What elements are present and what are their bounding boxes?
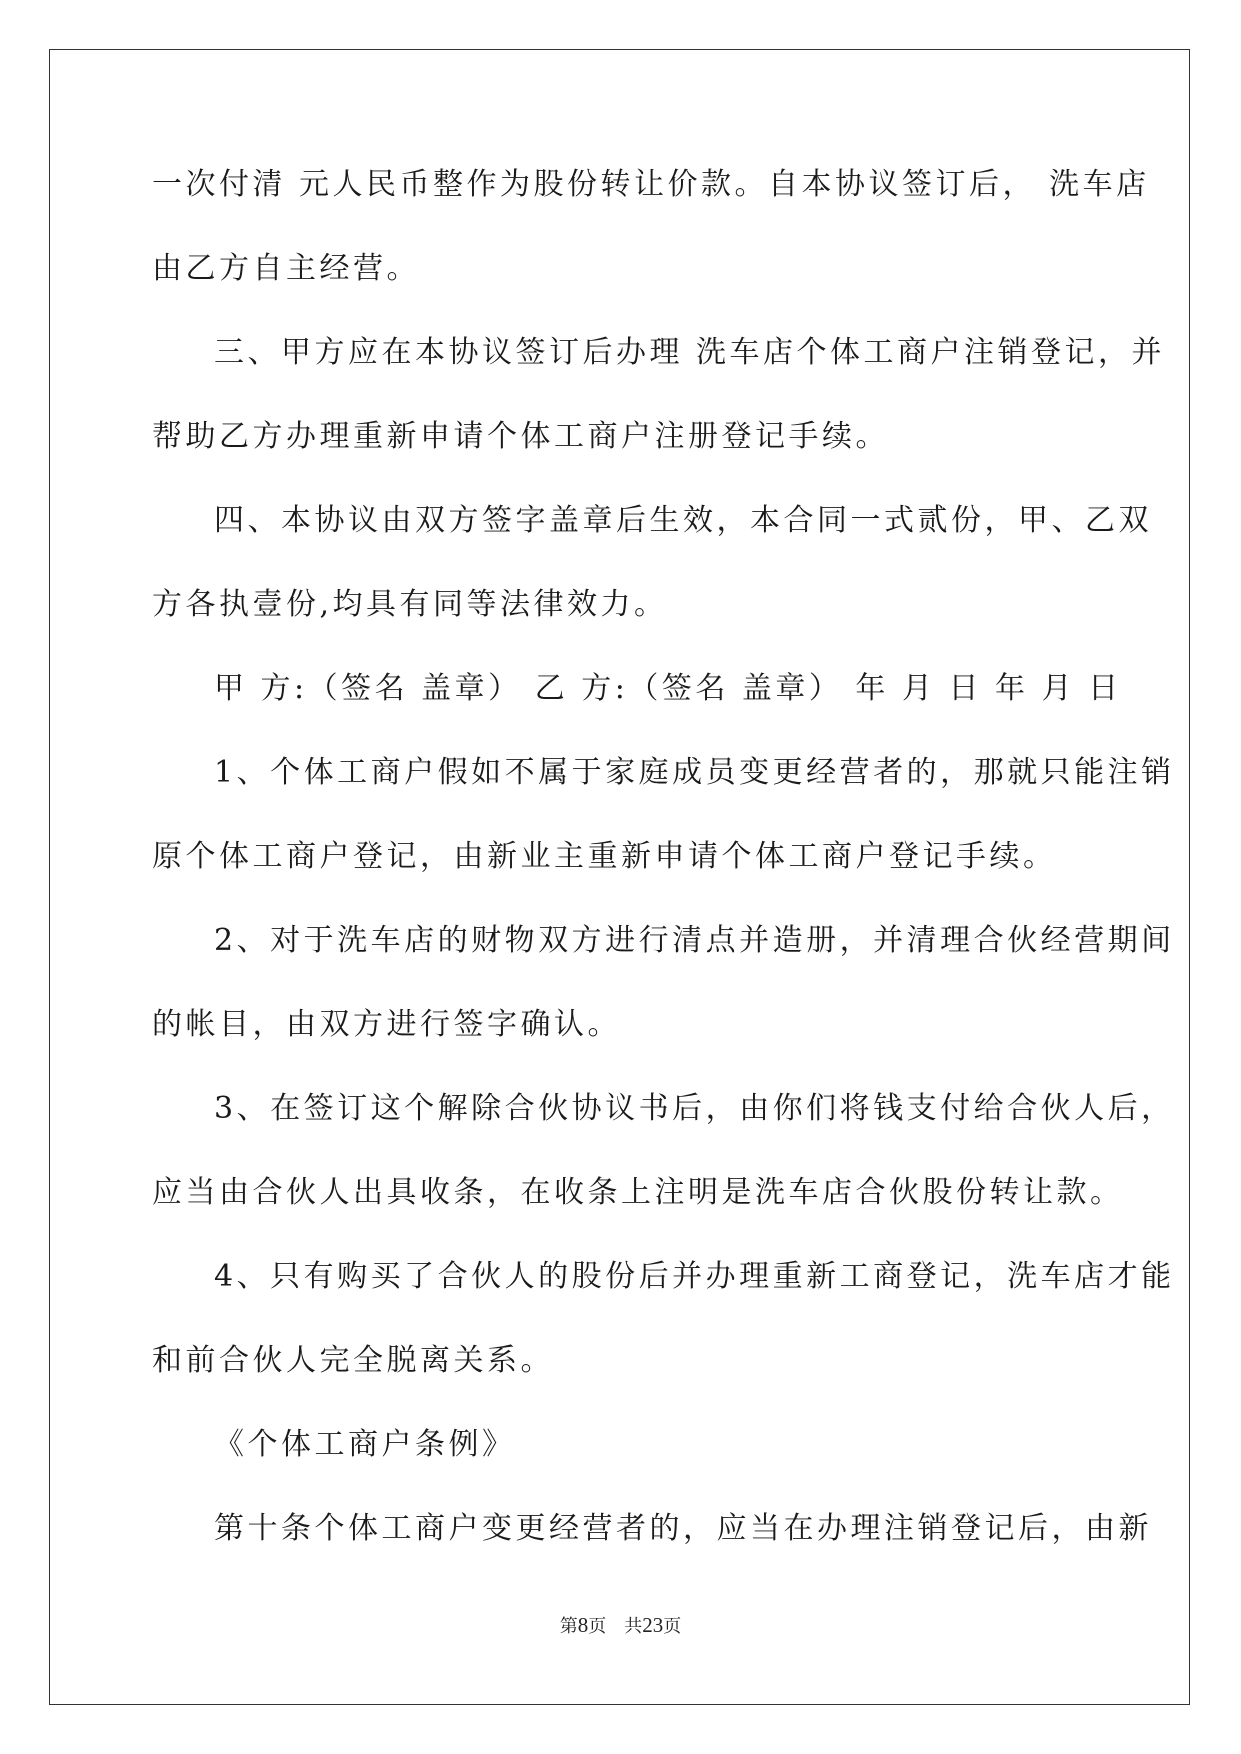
paragraph-line: 和前合伙人完全脱离关系。 (152, 1343, 554, 1378)
signature-line: 甲 方:（签名 盖章） 乙 方:（签名 盖章） 年 月 日 年 月 日 (214, 671, 1122, 706)
paragraph-line: 第十条个体工商户变更经营者的，应当在办理注销登记后，由新 (214, 1511, 1152, 1546)
page-prefix: 第 (559, 1616, 578, 1636)
paragraph-line: 3、在签订这个解除合伙协议书后，由你们将钱支付给合伙人后， (214, 1091, 1175, 1126)
paragraph-line: 2、对于洗车店的财物双方进行清点并造册，并清理合伙经营期间 (214, 923, 1175, 958)
paragraph-line: 方各执壹份,均具有同等法律效力。 (152, 587, 668, 622)
page-current: 8 (577, 1613, 589, 1637)
paragraph-line: 一次付清 元人民币整作为股份转让价款。自本协议签订后， 洗车店 (152, 167, 1150, 202)
paragraph-line: 4、只有购买了合伙人的股份后并办理重新工商登记，洗车店才能 (214, 1259, 1175, 1294)
paragraph-line: 应当由合伙人出具收条，在收条上注明是洗车店合伙股份转让款。 (152, 1175, 1124, 1210)
regulation-title: 《个体工商户条例》 (214, 1427, 516, 1462)
paragraph-line: 帮助乙方办理重新申请个体工商户注册登记手续。 (152, 419, 889, 454)
paragraph-line: 1、个体工商户假如不属于家庭成员变更经营者的，那就只能注销 (214, 755, 1175, 790)
paragraph-line: 原个体工商户登记，由新业主重新申请个体工商户登记手续。 (152, 839, 1057, 874)
page-suffix: 页 (663, 1616, 682, 1636)
page-mid: 页 共 (588, 1616, 643, 1636)
page-total: 23 (642, 1613, 664, 1637)
paragraph-line: 四、本协议由双方签字盖章后生效，本合同一式贰份，甲、乙双 (214, 503, 1152, 538)
paragraph-line: 由乙方自主经营。 (152, 251, 420, 286)
page-footer (0, 1612, 1241, 1638)
paragraph-line: 三、甲方应在本协议签订后办理 洗车店个体工商户注销登记，并 (214, 335, 1166, 370)
paragraph-line: 的帐目，由双方进行签字确认。 (152, 1007, 621, 1042)
